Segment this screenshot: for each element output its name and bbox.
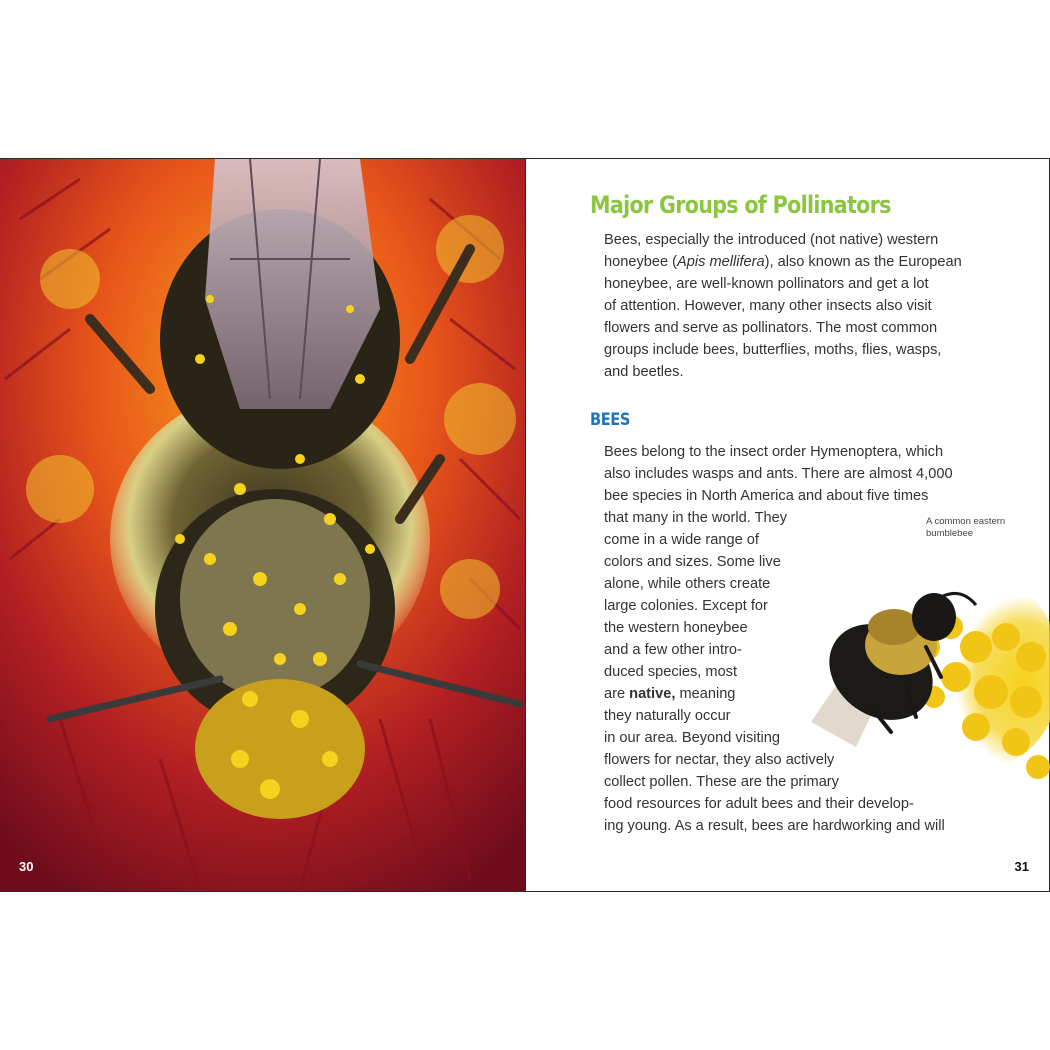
bees-line: ing young. As a result, bees are hardworking and will bbox=[604, 818, 945, 834]
bees-line: they naturally occur bbox=[604, 708, 731, 724]
intro-line: flowers and serve as pollinators. The most common bbox=[604, 320, 938, 336]
photo-caption: A common eastern bumblebee bbox=[926, 516, 1006, 539]
bees-line: that many in the world. They bbox=[604, 510, 788, 526]
intro-line: honeybee, are well-known pollinators and get a lot bbox=[604, 276, 929, 292]
bees-line: bee species in North America and about five times bbox=[604, 488, 929, 504]
bees-line: colors and sizes. Some live bbox=[604, 554, 781, 570]
bees-line: and a few other intro- bbox=[604, 642, 742, 658]
right-page bbox=[525, 159, 1050, 891]
bees-line: also includes wasps and ants. There are almost 4,000 bbox=[604, 466, 953, 482]
bees-line: food resources for adult bees and their develop- bbox=[604, 796, 914, 812]
page-number-right: 31 bbox=[1014, 859, 1029, 874]
bees-subheading: BEES bbox=[590, 410, 630, 430]
intro-line: of attention. However, many other insects also visit bbox=[604, 298, 932, 314]
bumblebee-photo bbox=[0, 159, 525, 891]
bees-line: are native, meaning bbox=[604, 686, 736, 702]
intro-line: Bees, especially the introduced (not native) western bbox=[604, 232, 939, 248]
bees-line: Bees belong to the insect order Hymenoptera, which bbox=[604, 444, 944, 460]
scientific-name: Apis mellifera bbox=[677, 254, 765, 270]
bees-line: large colonies. Except for bbox=[604, 598, 768, 614]
bees-line: collect pollen. These are the primary bbox=[604, 774, 839, 790]
intro-line: and beetles. bbox=[604, 364, 684, 380]
page-number-left: 30 bbox=[19, 859, 34, 874]
bees-line: come in a wide range of bbox=[604, 532, 759, 548]
intro-line: honeybee (Apis mellifera), also known as the European bbox=[604, 254, 962, 270]
section-heading: Major Groups of Pollinators bbox=[590, 191, 891, 219]
book-spread bbox=[0, 158, 1050, 892]
native-term: native, bbox=[629, 686, 676, 702]
bees-line: the western honeybee bbox=[604, 620, 748, 636]
bees-line: duced species, most bbox=[604, 664, 738, 680]
bees-line: flowers for nectar, they also actively bbox=[604, 752, 835, 768]
bumblebee-on-goldenrod-photo bbox=[776, 527, 1050, 809]
intro-line: groups include bees, butterflies, moths, flies, wasps, bbox=[604, 342, 942, 358]
left-page bbox=[0, 159, 525, 891]
bees-line: alone, while others create bbox=[604, 576, 771, 592]
bees-line: in our area. Beyond visiting bbox=[604, 730, 781, 746]
